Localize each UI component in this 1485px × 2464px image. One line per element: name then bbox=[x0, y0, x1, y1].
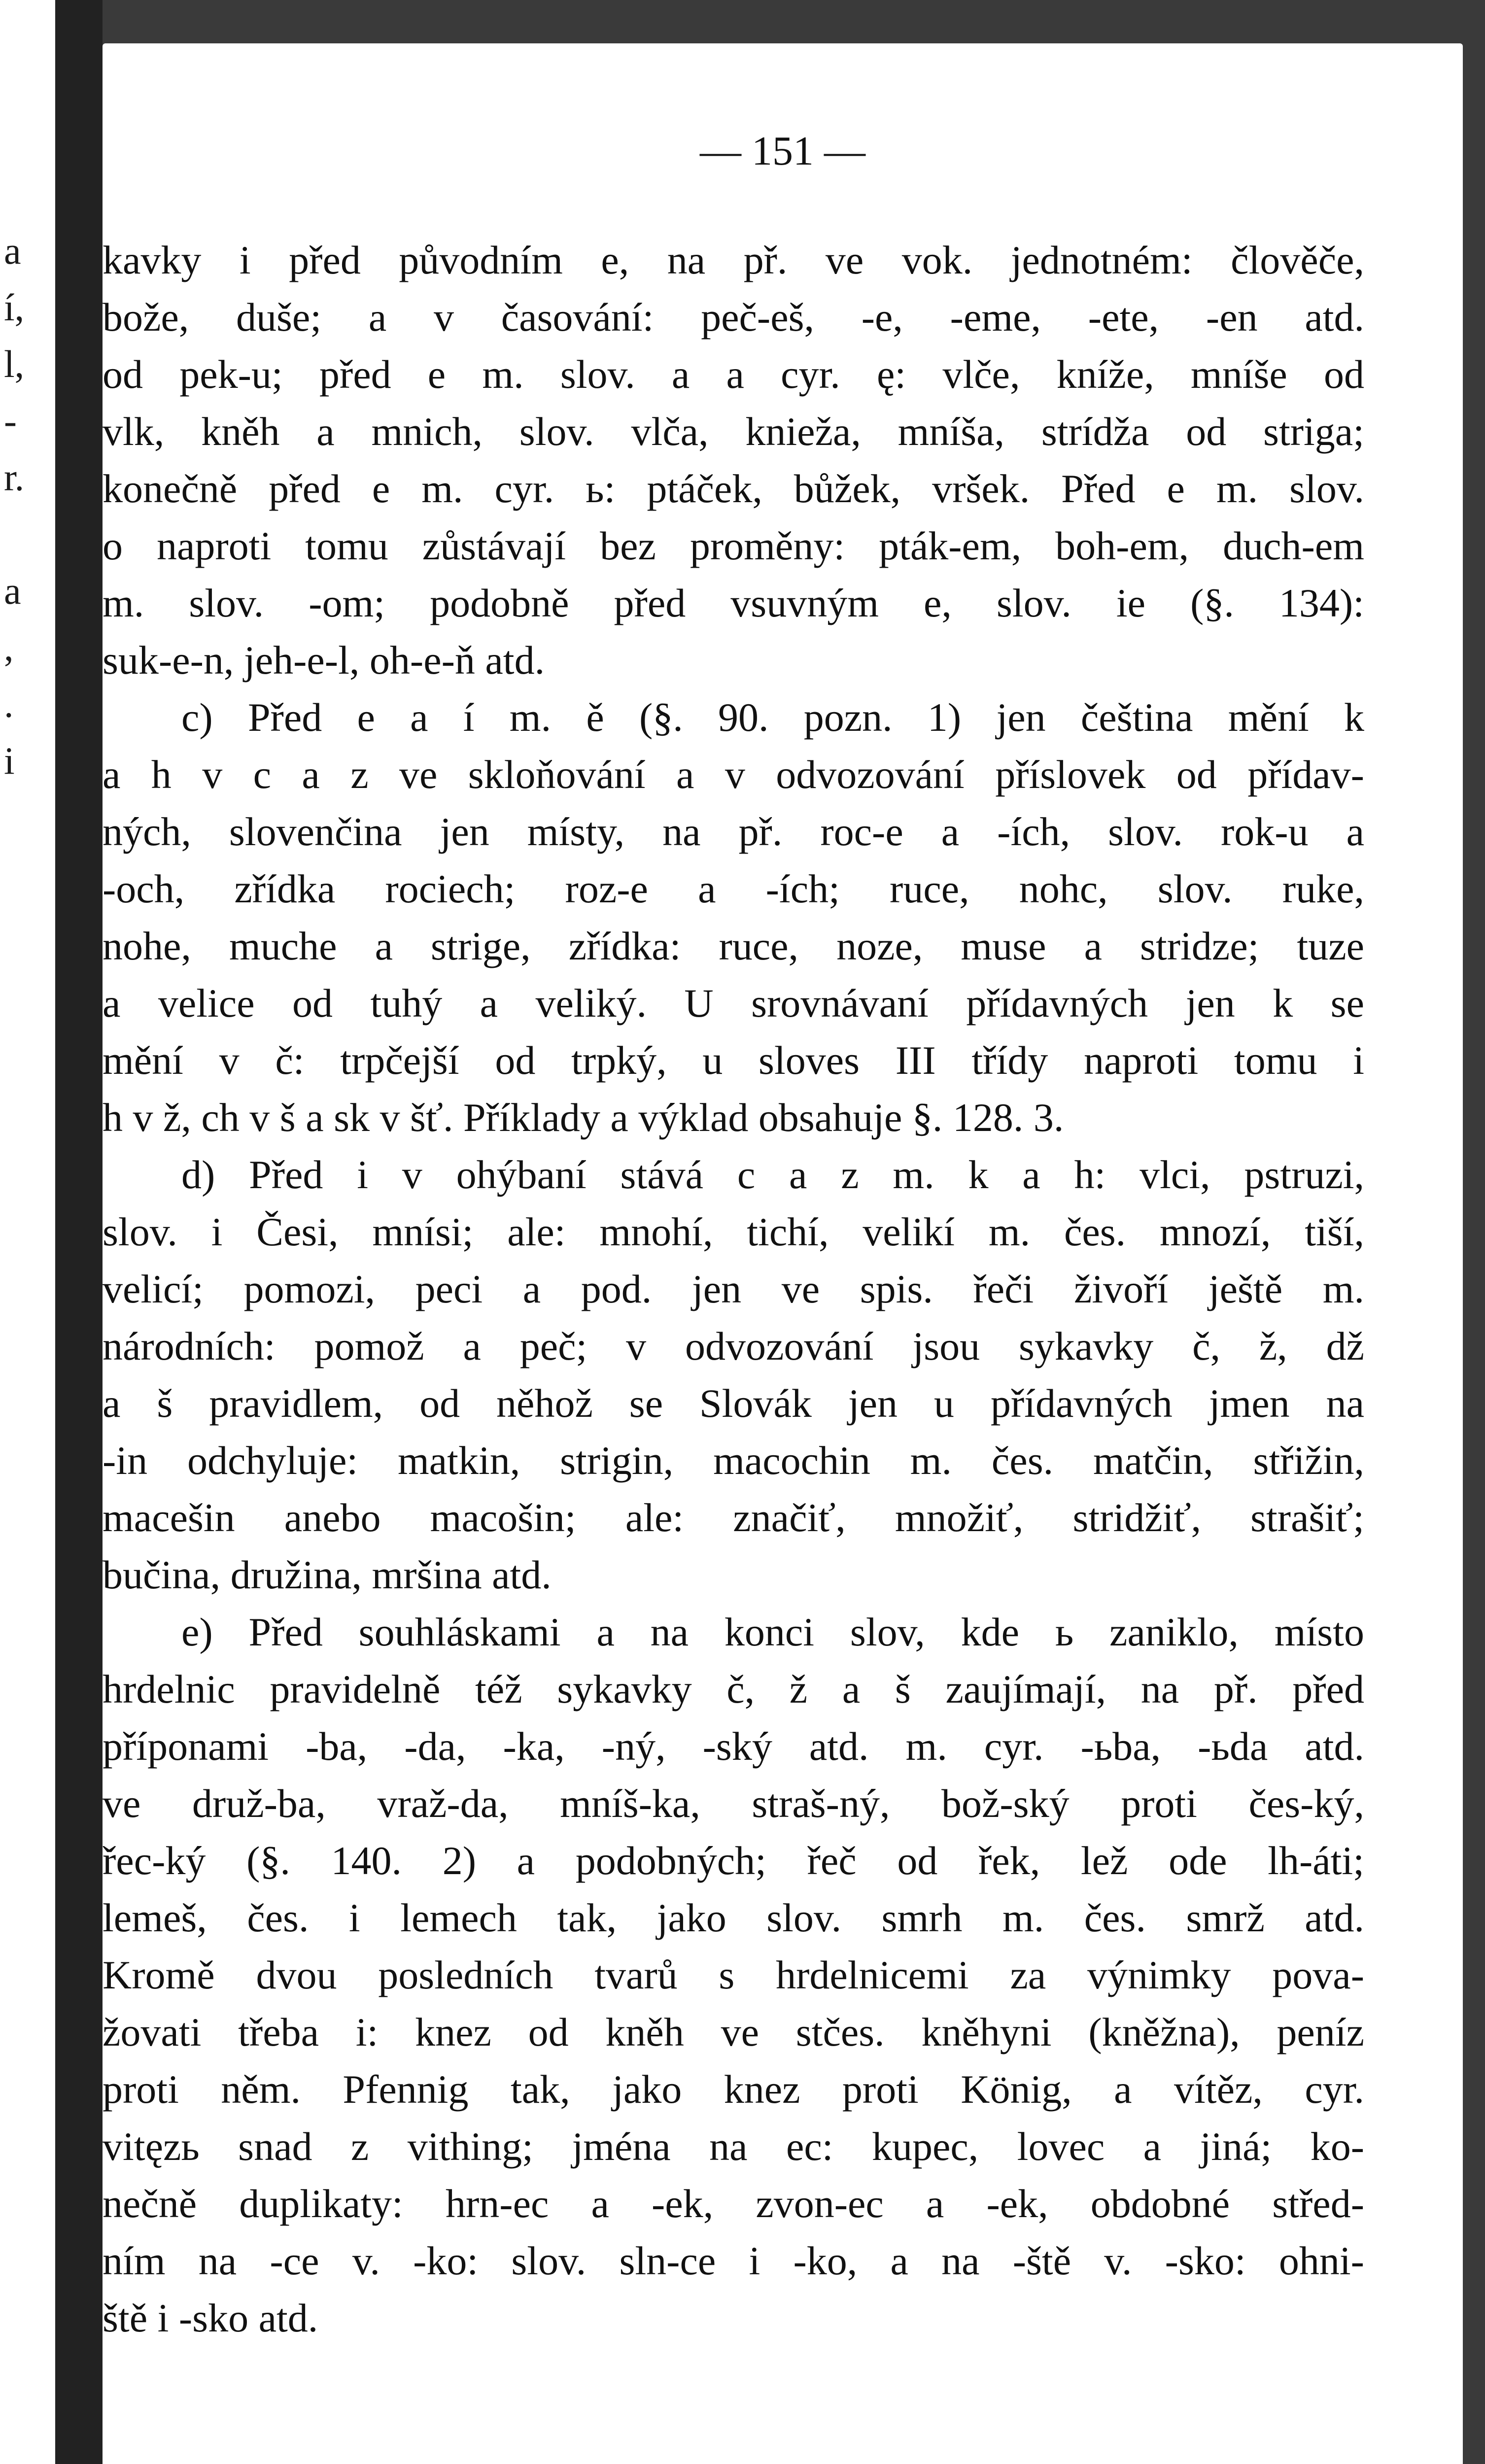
margin-fragment: a bbox=[4, 229, 21, 272]
text-line: ných, slovenčina jen místy, na př. roc-e a -ích, slov. rok-u a bbox=[103, 809, 1364, 854]
text-line: hrdelnic pravidelně též sykavky č, ž a š zaujímají, na př. před bbox=[103, 1667, 1364, 1711]
text-line: h v ž, ch v š a sk v šť. Příklady a výklad obsahuje §. 128. 3. bbox=[103, 1095, 1064, 1140]
margin-fragment: . bbox=[4, 683, 14, 725]
text-line: ním na -ce v. -ko: slov. sln-ce i -ko, a na -ště v. -sko: ohni- bbox=[103, 2238, 1364, 2283]
text-line: macešin anebo macošin; ale: značiť, množiť, stridžiť, strašiť; bbox=[103, 1495, 1364, 1540]
text-line: c) Před e a í m. ě (§. 90. pozn. 1) jen čeština mění k bbox=[181, 695, 1364, 740]
text-line: konečně před e m. cyr. ь: ptáček, bůžek, vršek. Před e m. slov. bbox=[103, 466, 1364, 511]
text-line: ve druž-ba, vraž-da, mníš-ka, straš-ný, bož-ský proti čes-ký, bbox=[103, 1781, 1364, 1826]
text-line: -och, zřídka rociech; roz-e a -ích; ruce, nohc, slov. ruke, bbox=[103, 866, 1364, 911]
text-line: bože, duše; a v časování: peč-eš, -e, -eme, -ete, -en atd. bbox=[103, 295, 1364, 340]
text-line: Kromě dvou posledních tvarů s hrdelnicemi za výnimky pova- bbox=[103, 1952, 1364, 1997]
page-gutter bbox=[55, 0, 103, 2464]
margin-fragment: a bbox=[4, 569, 21, 612]
text-line: bučina, družina, mršina atd. bbox=[103, 1552, 552, 1597]
margin-fragment: - bbox=[4, 399, 17, 442]
adjacent-page-margin bbox=[0, 0, 55, 2464]
text-line: a velice od tuhý a veliký. U srovnávaní přídavných jen k se bbox=[103, 981, 1364, 1026]
text-line: od pek-u; před e m. slov. a a cyr. ę: vlče, kníže, mníše od bbox=[103, 352, 1364, 397]
text-line: vitęzь snad z vithing; jména na ec: kupec, lovec a jiná; ko- bbox=[103, 2124, 1364, 2169]
text-line: mění v č: trpčejší od trpký, u sloves III třídy naproti tomu i bbox=[103, 1038, 1364, 1083]
text-line: -in odchyluje: matkin, strigin, macochin m. čes. matčin, střižin, bbox=[103, 1438, 1364, 1483]
text-line: příponami -ba, -da, -ka, -ný, -ský atd. m. cyr. -ьba, -ьda atd. bbox=[103, 1724, 1364, 1769]
text-line: m. slov. -om; podobně před vsuvným e, slov. ie (§. 134): bbox=[103, 581, 1364, 625]
text-line: nečně duplikaty: hrn-ec a -ek, zvon-ec a -ek, obdobné střed- bbox=[103, 2181, 1364, 2226]
text-line: vlk, kněh a mnich, slov. vlča, knieža, mníša, strídža od striga; bbox=[103, 409, 1364, 454]
text-line: o naproti tomu zůstávají bez proměny: pták-em, boh-em, duch-em bbox=[103, 523, 1364, 568]
text-line: lemeš, čes. i lemech tak, jako slov. smrh m. čes. smrž atd. bbox=[103, 1895, 1364, 1940]
text-line: žovati třeba i: knez od kněh ve stčes. kněhyni (kněžna), peníz bbox=[103, 2010, 1364, 2054]
text-line: velicí; pomozi, peci a pod. jen ve spis. řeči živoří ještě m. bbox=[103, 1266, 1364, 1311]
text-line: suk-e-n, jeh-e-l, oh-e-ň atd. bbox=[103, 638, 545, 683]
margin-fragment: i bbox=[4, 739, 15, 782]
margin-fragment: , bbox=[4, 626, 14, 669]
text-line: d) Před i v ohýbaní stává c a z m. k a h: vlci, pstruzi, bbox=[181, 1152, 1364, 1197]
text-line: a š pravidlem, od něhož se Slovák jen u přídavných jmen na bbox=[103, 1381, 1364, 1426]
text-line: slov. i Česi, mnísi; ale: mnohí, tichí, velikí m. čes. mnozí, tiší, bbox=[103, 1209, 1364, 1254]
book-page bbox=[103, 43, 1463, 2464]
margin-fragment: l, bbox=[4, 342, 25, 385]
margin-fragment: r. bbox=[4, 456, 25, 499]
text-line: nohe, muche a strige, zřídka: ruce, noze, muse a stridze; tuze bbox=[103, 924, 1364, 968]
text-line: e) Před souhláskami a na konci slov, kde ь zaniklo, místo bbox=[181, 1609, 1364, 1654]
text-line: národních: pomož a peč; v odvozování jsou sykavky č, ž, dž bbox=[103, 1324, 1364, 1369]
text-line: kavky i před původním e, na př. ve vok. jednotném: člověče, bbox=[103, 238, 1364, 282]
text-line: ště i -sko atd. bbox=[103, 2295, 318, 2340]
body-text bbox=[103, 232, 1364, 2347]
text-line: řec-ký (§. 140. 2) a podobných; řeč od řek, lež ode lh-áti; bbox=[103, 1838, 1364, 1883]
page-number: — 151 — bbox=[700, 128, 865, 174]
text-line: a h v c a z ve skloňování a v odvozování příslovek od přídav- bbox=[103, 752, 1364, 797]
margin-fragment: í, bbox=[4, 286, 25, 329]
text-line: proti něm. Pfennig tak, jako knez proti König, a vítěz, cyr. bbox=[103, 2067, 1364, 2112]
